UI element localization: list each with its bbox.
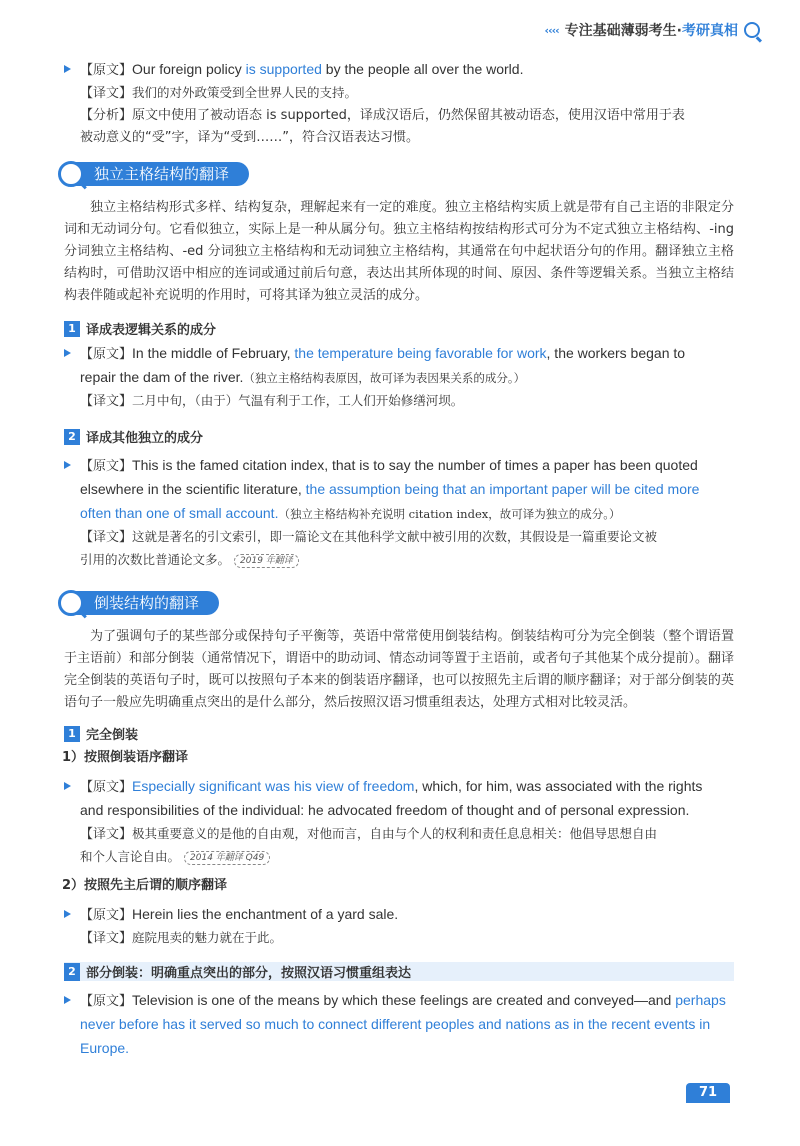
label: 【原文】 [80,63,133,78]
example-translation: 【译文】我们的对外政策受到全世界人民的支持。 [80,85,358,101]
example-translation: 【译文】极其重要意义的是他的自由观，对他而言，自由与个人的权利和责任息息相关：他倡导思想自由 和个人言论自由。 2014 年翻译 Q49 [80,826,658,864]
section-paragraph: 为了强调句子的某些部分或保持句子平衡等，英语中常常使用倒装结构。倒装结构可分为完全倒装（整个谓语置于主语前）和部分倒装（通常情况下，谓语中的助动词、情态动词等置于主语前，或者句子其他某个成分提前）。翻译完全倒装的英语句子时，既可以按照句子本来的倒装语序翻译，也可以按照先主后谓的顺序翻译；对于部分倒装的英语句子一般应先明确重点突出的是什么部分，然后按照汉语习惯重组表达，处理方式相对比较灵活。 [64,629,734,710]
page-content [64,58,734,1061]
subsection-heading: 2 译成其他独立的成分 [64,427,734,446]
example-translation: 【译文】二月中旬，（由于）气温有利于工作，工人们开始修缮河坝。 [80,393,464,409]
exam-year-tag: 2014 年翻译 Q49 [184,851,270,865]
subsection-heading: 2 部分倒装：明确重点突出的部分，按照汉语习惯重组表达 [64,962,734,981]
section-title: 独立主格结构的翻译 [68,162,249,186]
exam-year-tag: 2019 年翻译 [234,554,299,568]
subsection-heading: 1 完全倒装 [64,724,734,743]
example-analysis: 【分析】原文中使用了被动语态 is supported，译成汉语后，仍然保留其被动语态，使用汉语中常用于表 被动意义的“受”字，译为“受到……”，符合汉语表达习惯。 [80,108,685,145]
section-heading-inversion [58,588,734,618]
bullet-triangle-icon [64,65,71,73]
example-original: 【原文】Television is one of the means by which these feelings are created and conveyed—and perhaps never before has it served so much to connect different peoples and nations as in the recent events in Europe. [64,989,734,1061]
example-translation: 【译文】庭院甩卖的魅力就在于此。 [80,930,283,946]
bullet-triangle-icon [64,461,71,469]
header-highlight: 考研真相 [682,23,738,39]
magnifier-icon [58,161,84,187]
sub-subsection-heading: 1）按照倒装语序翻译 [62,750,189,765]
running-header [545,20,760,40]
example-translation: 【译文】这就是著名的引文索引，即一篇论文在其他科学文献中被引用的次数，其假设是一篇重要论文被 引用的次数比普通论文多。 2019 年翻译 [80,529,658,567]
example-original: 【原文】This is the famed citation index, that is to say the number of times a paper has been quoted elsewhere in the scientific literature, the assumption being that an important paper will be cited more often than one of small account.（独立主格结构补充说明 citation index，故可译为独立的成分。） [64,454,734,526]
example-original: 【原文】Our foreign policy is supported by the people all over the world. [64,58,734,82]
section-paragraph: 独立主格结构形式多样、结构复杂，理解起来有一定的难度。独立主格结构实质上就是带有自己主语的非限定分词和无动词分句。它看似独立，实际上是一种从属分句。独立主格结构按结构形式可分为不定式独立主格结构、-ing 分词独立主格结构、-ed 分词独立主格结构和无动词独立主格结构，其通常在句中起状语分句的作用。翻译独立主格结构时，可借助汉语中相应的连词或通过前后句意，表达出其所体现的时间、原因、条件等逻辑关系。当独立主格结构表伴随或起补充说明的作用时，可将其译为独立灵活的成分。 [64,200,734,303]
magnifier-icon [58,590,84,616]
sub-subsection-heading: 2）按照先主后谓的顺序翻译 [62,878,228,893]
page-number: 71 [686,1083,730,1103]
bullet-triangle-icon [64,996,71,1004]
header-prefix: 专注基础薄弱考生· [564,23,682,39]
bullet-triangle-icon [64,782,71,790]
arrows-icon: ‹‹‹‹ [544,23,559,37]
section-title: 倒装结构的翻译 [68,591,219,615]
search-icon [744,22,760,38]
bullet-triangle-icon [64,349,71,357]
section-heading-absolute [58,159,734,189]
example-original: 【原文】Especially significant was his view of freedom, which, for him, was associated with the rights and responsibilities of the individual: he advocated freedom of thought and of personal expression. [64,775,734,823]
example-original: 【原文】In the middle of February, the temperature being favorable for work, the workers began to repair the dam of the river.（独立主格结构表原因，故可译为表因果关系的成分。） [64,342,734,390]
subsection-heading: 1 译成表逻辑关系的成分 [64,319,734,338]
bullet-triangle-icon [64,910,71,918]
example-original: 【原文】Herein lies the enchantment of a yard sale. [64,903,734,927]
